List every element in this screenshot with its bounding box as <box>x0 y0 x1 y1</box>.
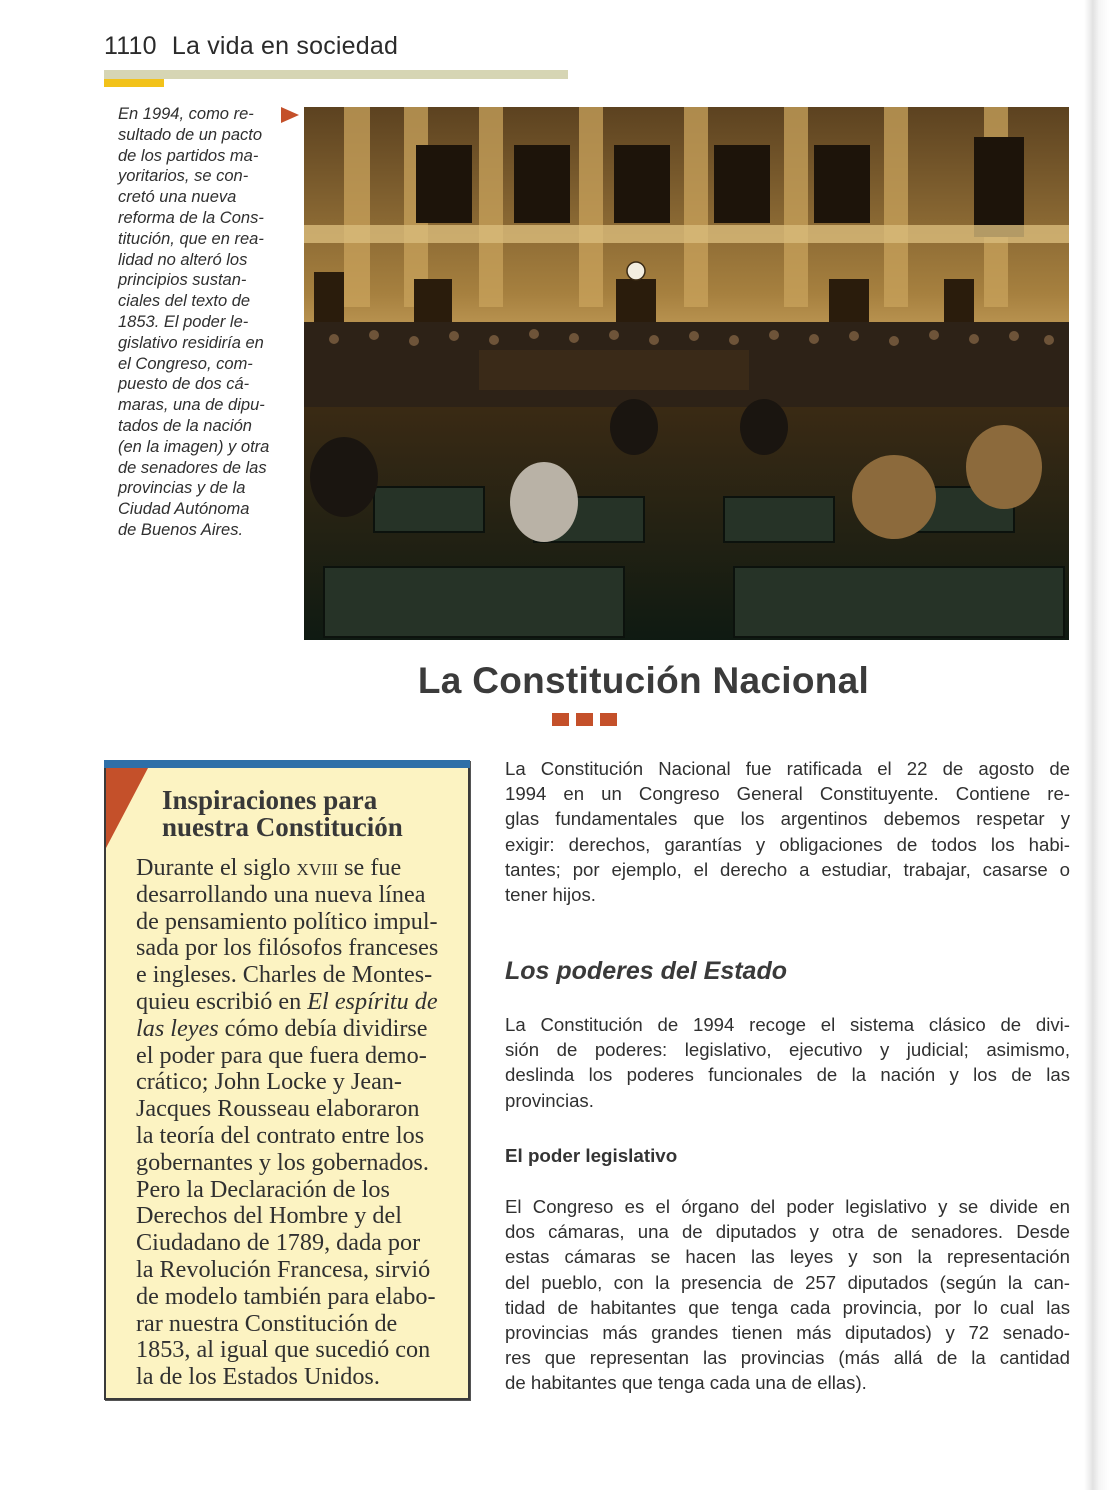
text-line: provincias más grandes tienen más diputados) y 72 senado- <box>505 1322 1070 1344</box>
square-bullet-icon <box>552 713 569 726</box>
box-text-line <box>136 1150 468 1177</box>
intro-paragraph <box>505 756 1070 907</box>
text-run: quieu escribió en <box>136 987 308 1015</box>
italic-title: El espíritu de <box>307 987 438 1015</box>
triangle-right-icon <box>281 107 299 123</box>
subheading-legislativo: El poder legislativo <box>505 1145 678 1166</box>
text-run: Pero la Declaración de los <box>136 1175 390 1203</box>
text-line: yoritarios, se con- <box>118 167 249 186</box>
text-line: deslinda los poderes funcionales de la nación y los de las <box>505 1064 1070 1086</box>
text-run: la de los Estados Unidos. <box>136 1363 380 1391</box>
text-line: sión de poderes: legislativo, ejecutivo y judicial; asimismo, <box>505 1039 1070 1061</box>
page-edge-shadow <box>1084 0 1109 1490</box>
text-line: Ciudad Autónoma <box>118 500 250 519</box>
text-run: se fue <box>338 854 402 881</box>
text-line: sultado de un pacto <box>118 125 263 144</box>
congress-chamber-photo <box>304 107 1069 640</box>
box-text-line <box>136 1284 468 1311</box>
text-line: provincias. <box>505 1089 594 1111</box>
text-line: (en la imagen) y otra <box>118 437 270 456</box>
photo-caption <box>118 104 283 541</box>
text-line: glas fundamentales que los argentinos debemos respetar y <box>505 808 1070 830</box>
box-text-line <box>136 1096 468 1123</box>
text-run: la teoría del contrato entre los <box>136 1121 425 1149</box>
text-run: cómo debía dividirse <box>218 1014 428 1042</box>
box-title <box>162 787 462 841</box>
box-text-line <box>136 1043 468 1070</box>
text-line: res que representan las provincias (más allá de la cantidad <box>505 1347 1070 1369</box>
text-run: desarrollando una nueva línea <box>136 880 426 908</box>
box-text-line <box>136 1364 468 1391</box>
text-line: reforma de la Cons- <box>118 208 264 227</box>
text-run: e ingleses. Charles de Montes- <box>136 961 433 989</box>
photo-image-icon <box>304 107 1069 640</box>
legislativo-paragraph <box>505 1194 1070 1396</box>
text-line: La Constitución de 1994 recoge el sistema clásico de divi- <box>505 1014 1070 1035</box>
roman-numeral: xviii <box>296 854 339 881</box>
box-text-line <box>136 1311 468 1338</box>
text-line: de habitantes que tenga cada una de ellas). <box>505 1372 867 1394</box>
text-line: cretó una nueva <box>118 188 237 207</box>
box-text-line <box>136 909 468 936</box>
box-text-line <box>136 935 468 962</box>
running-header <box>104 32 398 61</box>
text-run: crático; John Locke y Jean- <box>136 1068 402 1096</box>
text-line: tidad de habitantes que tenga cada provincia, por lo cual las <box>505 1296 1070 1318</box>
box-text-line <box>136 962 468 989</box>
text-line: tener hijos. <box>505 884 596 906</box>
text-line: tados de la nación <box>118 416 252 435</box>
text-run: la Revolución Francesa, sirvió <box>136 1255 431 1283</box>
text-run: Durante el siglo <box>136 854 297 881</box>
text-line: del pueblo, con la presencia de 257 diputados (según la can- <box>505 1271 1070 1293</box>
text-line: provincias y de la <box>118 479 246 498</box>
box-text-line <box>136 1177 468 1204</box>
header-rule <box>104 70 568 79</box>
box-text-line <box>136 1230 468 1257</box>
box-text-line <box>136 989 468 1016</box>
text-run: 1853, al igual que sucedió con <box>136 1336 431 1364</box>
text-line: titución, que en rea- <box>118 229 264 248</box>
box-text-line <box>136 1123 468 1150</box>
text-line: dos cámaras, una de diputados y otra de senadores. Desde <box>505 1221 1070 1243</box>
box-title-line: nuestra Constitución <box>162 812 403 842</box>
text-line: 1994 en un Congreso General Constituyente. Contiene re- <box>505 783 1070 805</box>
text-run: de modelo también para elabo- <box>136 1282 436 1310</box>
box-title-line: Inspiraciones para <box>162 785 378 815</box>
text-line: 1853. El poder le- <box>118 312 249 331</box>
text-line: El Congreso es el órgano del poder legislativo y se divide en <box>505 1196 1070 1217</box>
poderes-paragraph <box>505 1012 1070 1113</box>
text-line: estas cámaras se hacen las leyes y son la representación <box>505 1246 1070 1268</box>
text-run: Derechos del Hombre y del <box>136 1202 402 1230</box>
text-line: de los partidos ma- <box>118 146 259 165</box>
box-text-line <box>136 1257 468 1284</box>
box-corner-triangle <box>106 768 148 848</box>
text-line: el Congreso, com- <box>118 354 253 373</box>
box-text-line <box>136 1337 468 1364</box>
text-line: ciales del texto de <box>118 292 251 311</box>
box-text-line <box>136 1203 468 1230</box>
subheading-poderes: Los poderes del Estado <box>505 957 788 985</box>
square-bullet-icon <box>576 713 593 726</box>
text-run: de pensamiento político impul- <box>136 907 438 935</box>
text-run: Ciudadano de 1789, dada por <box>136 1229 421 1257</box>
text-line: puesto de dos cá- <box>118 375 250 394</box>
text-run: rar nuestra Constitución de <box>136 1309 398 1337</box>
box-text-line <box>136 1016 468 1043</box>
text-line: tantes; por ejemplo, el derecho a estudiar, trabajar, casarse o <box>505 858 1070 880</box>
text-run: sada por los filósofos franceses <box>136 934 439 962</box>
box-body <box>136 855 468 1391</box>
text-run: gobernantes y los gobernados. <box>136 1148 429 1176</box>
text-line: gislativo residiría en <box>118 333 264 352</box>
running-title: La vida en sociedad <box>171 32 399 60</box>
section-title: La Constitución Nacional <box>417 660 870 701</box>
title-ornament <box>552 713 617 726</box>
box-text-line <box>136 1069 468 1096</box>
header-accent-bar <box>104 79 164 87</box>
page-number: 1110 <box>104 32 157 60</box>
text-line: lidad no alteró los <box>118 250 248 269</box>
box-top-bar <box>104 760 470 768</box>
text-run: el poder para que fuera demo- <box>136 1041 427 1069</box>
text-line: de senadores de las <box>118 458 267 477</box>
box-text-line <box>136 882 468 909</box>
text-line: de Buenos Aires. <box>118 520 244 539</box>
text-line: exigir: derechos, garantías y obligaciones de todos los habi- <box>505 833 1070 855</box>
square-bullet-icon <box>600 713 617 726</box>
text-line: En 1994, como re- <box>118 105 254 123</box>
sidebar-box <box>104 760 470 1400</box>
italic-title: las leyes <box>136 1014 219 1042</box>
box-text-line <box>136 855 468 882</box>
text-line: maras, una de dipu- <box>118 396 265 415</box>
text-line: principios sustan- <box>118 271 247 290</box>
text-line: La Constitución Nacional fue ratificada el 22 de agosto de <box>505 758 1070 779</box>
text-run: Jacques Rousseau elaboraron <box>136 1095 420 1123</box>
